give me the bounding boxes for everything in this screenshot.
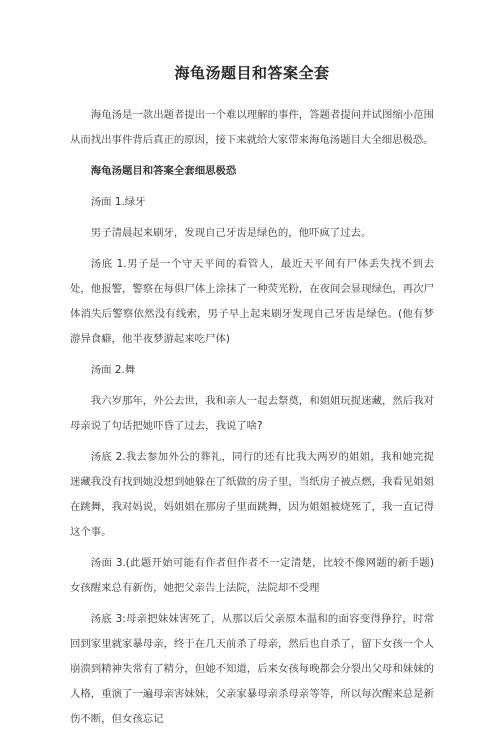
document-body <box>70 103 434 732</box>
section-heading: 海龟汤题目和答案全套细思极恐 <box>90 165 237 177</box>
paragraph: 汤底 2.我去参加外公的葬礼，同行的还有比我大两岁的姐姐，我和她完捉迷藏我没有找到她没想到她躲在了纸做的房子里，当纸房子被点燃，我看见姐姐在跳舞，我对妈说，妈姐姐在那房子里面跳舞，因为姐姐被烧死了，我一直记得这个事。 <box>70 451 434 538</box>
paragraph: 汤底 1.男子是一个守天平间的看管人，最近天平间有尸体丢失找不到去处，他报警，警察在每俱尸体上涂抹了一种荧光粉，在夜间会显现绿色，再次尸体消失后警察依然没有线索，男子早上起来刷牙发现自己牙齿是绿色。(他有梦游异食癖，他半夜梦游起来吃尸体) <box>70 258 434 345</box>
paragraph: 汤面 1.绿牙 <box>90 196 146 208</box>
page-title: 海龟汤题目和答案全套 <box>174 64 330 82</box>
paragraph: 汤面 2.舞 <box>90 364 136 376</box>
paragraph: 男子清晨起来刷牙，发现自己牙齿是绿色的，他吓疯了过去。 <box>90 227 372 239</box>
paragraph: 汤面 3.(此题开始可能有作者但作者不一定清楚，比较不像网题的新手题)女孩醒来总有新伤，她把父亲告上法院，法院却不受理 <box>70 557 434 594</box>
paragraph: 我六岁那年，外公去世，我和亲人一起去祭奠，和姐姐玩捉迷藏，然后我对母亲说了句话把她吓昏了过去，我说了啥? <box>70 395 434 432</box>
paragraph: 海龟汤是一款出题者提出一个难以理解的事件，答题者提问并试图缩小范围从而找出事件背后真正的原因，接下来就给大家带来海龟汤题目大全细思极恐。 <box>70 109 434 146</box>
paragraph: 汤底 3:母亲把妹妹害死了，从那以后父亲原本温和的面容变得狰狞，时常回到家里就家暴母亲，终于在几天前杀了母亲，然后也自杀了，留下女孩一个人崩溃到精神失常有了精分，但她不知道，后来女孩每晚都会分裂出父母和妹妹的人格，重演了一遍母亲害妹妹，父亲家暴母亲杀母亲等等，所以每次醒来总是新伤不断，但女孩忘记 <box>70 613 434 725</box>
